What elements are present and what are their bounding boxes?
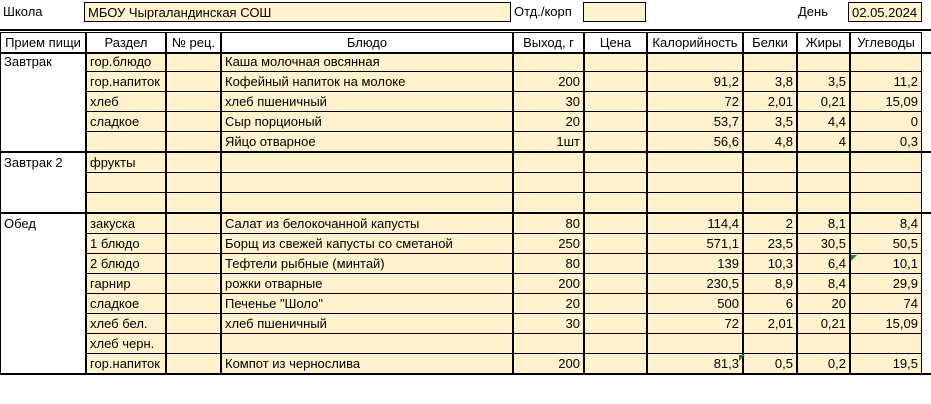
day-label: День	[795, 2, 845, 22]
cell-dish[interactable]: Яйцо отварное	[221, 132, 513, 152]
cell-calories[interactable]: 500	[647, 294, 743, 314]
cell-recipe-no[interactable]	[166, 354, 221, 374]
cell-carbs[interactable]: 74	[850, 294, 922, 314]
cell-meal[interactable]	[0, 254, 86, 274]
cell-recipe-no[interactable]	[166, 52, 221, 72]
cell-protein[interactable]	[743, 173, 797, 193]
cell-dish[interactable]: хлеб пшеничный	[221, 92, 513, 112]
cell-calories[interactable]	[647, 153, 743, 173]
cell-calories[interactable]	[647, 334, 743, 354]
cell-carbs[interactable]: 50,5	[850, 234, 922, 254]
cell-meal[interactable]	[0, 234, 86, 254]
cell-dish[interactable]: Компот из чернослива	[221, 354, 513, 374]
cell-dish[interactable]: Борщ из свежей капусты со сметаной	[221, 234, 513, 254]
cell-section[interactable]: хлеб бел.	[86, 314, 166, 334]
cell-recipe-no[interactable]	[166, 214, 221, 234]
cell-price[interactable]	[584, 234, 647, 254]
cell-carbs[interactable]: 10,1	[850, 254, 922, 274]
cell-fat[interactable]	[797, 193, 850, 213]
cell-fat[interactable]: 30,5	[797, 234, 850, 254]
meal-separator-line	[0, 29, 931, 31]
cell-calories[interactable]	[647, 173, 743, 193]
cell-protein[interactable]	[743, 153, 797, 173]
cell-fat[interactable]	[797, 334, 850, 354]
cell-dish[interactable]	[221, 153, 513, 173]
cell-protein[interactable]: 2,01	[743, 92, 797, 112]
cell-output[interactable]: 250	[513, 234, 584, 254]
cell-calories[interactable]	[647, 193, 743, 213]
cell-price[interactable]	[584, 274, 647, 294]
cell-calories[interactable]	[647, 52, 743, 72]
cell-carbs[interactable]: 19,5	[850, 354, 922, 374]
column-header-output[interactable]: Выход, г	[513, 32, 584, 53]
cell-fat[interactable]: 8,1	[797, 214, 850, 234]
cell-meal[interactable]	[0, 294, 86, 314]
cell-output[interactable]: 200	[513, 354, 584, 374]
cell-output[interactable]: 200	[513, 72, 584, 92]
cell-protein[interactable]	[743, 193, 797, 213]
cell-carbs[interactable]: 15,09	[850, 92, 922, 112]
cell-carbs[interactable]	[850, 173, 922, 193]
cell-section[interactable]: гор.блюдо	[86, 52, 166, 72]
cell-protein[interactable]: 2,01	[743, 314, 797, 334]
cell-output[interactable]: 30	[513, 314, 584, 334]
cell-fat[interactable]: 4	[797, 132, 850, 152]
cell-dish[interactable]: Печенье "Шоло"	[221, 294, 513, 314]
meal-separator-line	[0, 373, 931, 375]
school-label: Школа	[0, 2, 84, 22]
meal-separator-line	[0, 212, 931, 214]
cell-dish[interactable]: Салат из белокочанной капусты	[221, 214, 513, 234]
cell-recipe-no[interactable]	[166, 92, 221, 112]
cell-price[interactable]	[584, 72, 647, 92]
cell-price[interactable]	[584, 52, 647, 72]
cell-carbs[interactable]	[850, 193, 922, 213]
cell-carbs[interactable]	[850, 334, 922, 354]
cell-carbs[interactable]: 0,3	[850, 132, 922, 152]
cell-price[interactable]	[584, 193, 647, 213]
cell-fat[interactable]: 3,5	[797, 72, 850, 92]
cell-meal[interactable]	[0, 274, 86, 294]
column-header-carbs[interactable]: Углеводы	[850, 32, 922, 53]
cell-recipe-no[interactable]	[166, 274, 221, 294]
cell-output[interactable]: 200	[513, 274, 584, 294]
cell-calories[interactable]: 72	[647, 92, 743, 112]
cell-carbs[interactable]: 0	[850, 112, 922, 132]
cell-protein[interactable]: 3,8	[743, 72, 797, 92]
cell-dish[interactable]	[221, 334, 513, 354]
cell-calories[interactable]: 53,7	[647, 112, 743, 132]
column-header-dish[interactable]: Блюдо	[221, 32, 513, 53]
cell-fat[interactable]: 0,21	[797, 92, 850, 112]
cell-section[interactable]: 1 блюдо	[86, 234, 166, 254]
column-header-protein[interactable]: Белки	[743, 32, 797, 53]
cell-dish[interactable]	[221, 173, 513, 193]
cell-fat[interactable]: 6,4	[797, 254, 850, 274]
cell-protein[interactable]	[743, 52, 797, 72]
cell-recipe-no[interactable]	[166, 294, 221, 314]
cell-meal[interactable]	[0, 112, 86, 132]
cell-section[interactable]: гор.напиток	[86, 354, 166, 374]
cell-output[interactable]	[513, 193, 584, 213]
cell-calories[interactable]: 56,6	[647, 132, 743, 152]
column-header-recipe-no[interactable]: № рец.	[166, 32, 221, 53]
column-header-meal[interactable]: Прием пищи	[0, 32, 86, 53]
cell-protein[interactable]	[743, 334, 797, 354]
cell-output[interactable]: 80	[513, 214, 584, 234]
cell-section[interactable]: сладкое	[86, 294, 166, 314]
meal-separator-line	[0, 151, 931, 153]
cell-protein[interactable]: 8,9	[743, 274, 797, 294]
cell-carbs[interactable]	[850, 153, 922, 173]
cell-meal[interactable]	[0, 354, 86, 374]
cell-carbs[interactable]: 15,09	[850, 314, 922, 334]
dept-label: Отд./корп	[511, 2, 581, 22]
column-header-fat[interactable]: Жиры	[797, 32, 850, 53]
cell-output[interactable]: 20	[513, 112, 584, 132]
cell-calories[interactable]: 72	[647, 314, 743, 334]
cell-price[interactable]	[584, 132, 647, 152]
cell-price[interactable]	[584, 214, 647, 234]
cell-meal[interactable]	[0, 132, 86, 152]
cell-recipe-no[interactable]	[166, 153, 221, 173]
cell-section[interactable]: гарнир	[86, 274, 166, 294]
cell-protein[interactable]: 23,5	[743, 234, 797, 254]
cell-meal[interactable]	[0, 314, 86, 334]
cell-calories[interactable]: 91,2	[647, 72, 743, 92]
cell-calories[interactable]: 139	[647, 254, 743, 274]
cell-meal[interactable]	[0, 92, 86, 112]
cell-price[interactable]	[584, 112, 647, 132]
column-header-section[interactable]: Раздел	[86, 32, 166, 53]
cell-recipe-no[interactable]	[166, 173, 221, 193]
cell-section[interactable]: фрукты	[86, 153, 166, 173]
cell-section[interactable]: хлеб черн.	[86, 334, 166, 354]
cell-protein[interactable]: 10,3	[743, 254, 797, 274]
school-value-cell[interactable]: МБОУ Чыргаландинская СОШ	[84, 2, 511, 22]
cell-recipe-no[interactable]	[166, 234, 221, 254]
cell-price[interactable]	[584, 294, 647, 314]
cell-recipe-no[interactable]	[166, 132, 221, 152]
cell-dish[interactable]: Кофейный напиток на молоке	[221, 72, 513, 92]
cell-price[interactable]	[584, 92, 647, 112]
cell-calories[interactable]: 230,5	[647, 274, 743, 294]
cell-protein[interactable]: 0,5	[743, 354, 797, 374]
cell-calories[interactable]: 114,4	[647, 214, 743, 234]
cell-meal[interactable]: Обед	[0, 214, 86, 234]
cell-recipe-no[interactable]	[166, 334, 221, 354]
cell-recipe-no[interactable]	[166, 254, 221, 274]
cell-fat[interactable]: 0,2	[797, 354, 850, 374]
cell-fat[interactable]	[797, 52, 850, 72]
cell-protein[interactable]: 3,5	[743, 112, 797, 132]
cell-price[interactable]	[584, 354, 647, 374]
comment-indicator-icon	[739, 355, 745, 361]
cell-fat[interactable]	[797, 173, 850, 193]
cell-output[interactable]	[513, 173, 584, 193]
cell-output[interactable]	[513, 153, 584, 173]
cell-carbs[interactable]: 8,4	[850, 214, 922, 234]
cell-section[interactable]: гор.напиток	[86, 72, 166, 92]
dept-value-cell[interactable]	[583, 2, 646, 22]
cell-meal[interactable]	[0, 193, 86, 213]
cell-price[interactable]	[584, 254, 647, 274]
cell-price[interactable]	[584, 153, 647, 173]
cell-dish[interactable]	[221, 193, 513, 213]
cell-dish[interactable]: Тефтели рыбные (минтай)	[221, 254, 513, 274]
cell-dish[interactable]: хлеб пшеничный	[221, 314, 513, 334]
cell-dish[interactable]: Сыр порционый	[221, 112, 513, 132]
cell-section[interactable]: сладкое	[86, 112, 166, 132]
cell-section[interactable]	[86, 193, 166, 213]
cell-recipe-no[interactable]	[166, 193, 221, 213]
column-header-price[interactable]: Цена	[584, 32, 647, 53]
cell-meal[interactable]	[0, 173, 86, 193]
cell-protein[interactable]: 6	[743, 294, 797, 314]
cell-output[interactable]: 1шт	[513, 132, 584, 152]
cell-price[interactable]	[584, 173, 647, 193]
cell-fat[interactable]: 8,4	[797, 274, 850, 294]
cell-carbs[interactable]: 11,2	[850, 72, 922, 92]
cell-price[interactable]	[584, 334, 647, 354]
cell-section[interactable]: хлеб	[86, 92, 166, 112]
meal-separator-line	[0, 52, 931, 54]
cell-section[interactable]	[86, 132, 166, 152]
day-value-cell[interactable]: 02.05.2024	[848, 2, 922, 22]
cell-carbs[interactable]	[850, 52, 922, 72]
cell-meal[interactable]: Завтрак	[0, 52, 86, 72]
cell-meal[interactable]	[0, 72, 86, 92]
cell-protein[interactable]: 4,8	[743, 132, 797, 152]
cell-output[interactable]	[513, 334, 584, 354]
cell-calories[interactable]: 81,3	[647, 354, 743, 374]
cell-protein[interactable]: 2	[743, 214, 797, 234]
cell-recipe-no[interactable]	[166, 72, 221, 92]
comment-indicator-icon	[851, 255, 857, 261]
cell-section[interactable]: 2 блюдо	[86, 254, 166, 274]
cell-section[interactable]: закуска	[86, 214, 166, 234]
cell-fat[interactable]: 4,4	[797, 112, 850, 132]
cell-output[interactable]: 20	[513, 294, 584, 314]
cell-calories[interactable]: 571,1	[647, 234, 743, 254]
cell-fat[interactable]: 0,21	[797, 314, 850, 334]
cell-price[interactable]	[584, 314, 647, 334]
cell-output[interactable]: 30	[513, 92, 584, 112]
cell-section[interactable]	[86, 173, 166, 193]
cell-meal[interactable]: Завтрак 2	[0, 153, 86, 173]
cell-dish[interactable]: Каша молочная овсянная	[221, 52, 513, 72]
cell-carbs[interactable]: 29,9	[850, 274, 922, 294]
cell-recipe-no[interactable]	[166, 112, 221, 132]
cell-fat[interactable]: 20	[797, 294, 850, 314]
cell-recipe-no[interactable]	[166, 314, 221, 334]
cell-output[interactable]: 80	[513, 254, 584, 274]
cell-dish[interactable]: рожки отварные	[221, 274, 513, 294]
cell-fat[interactable]	[797, 153, 850, 173]
cell-output[interactable]	[513, 52, 584, 72]
cell-meal[interactable]	[0, 334, 86, 354]
column-header-calories[interactable]: Калорийность	[647, 32, 743, 53]
